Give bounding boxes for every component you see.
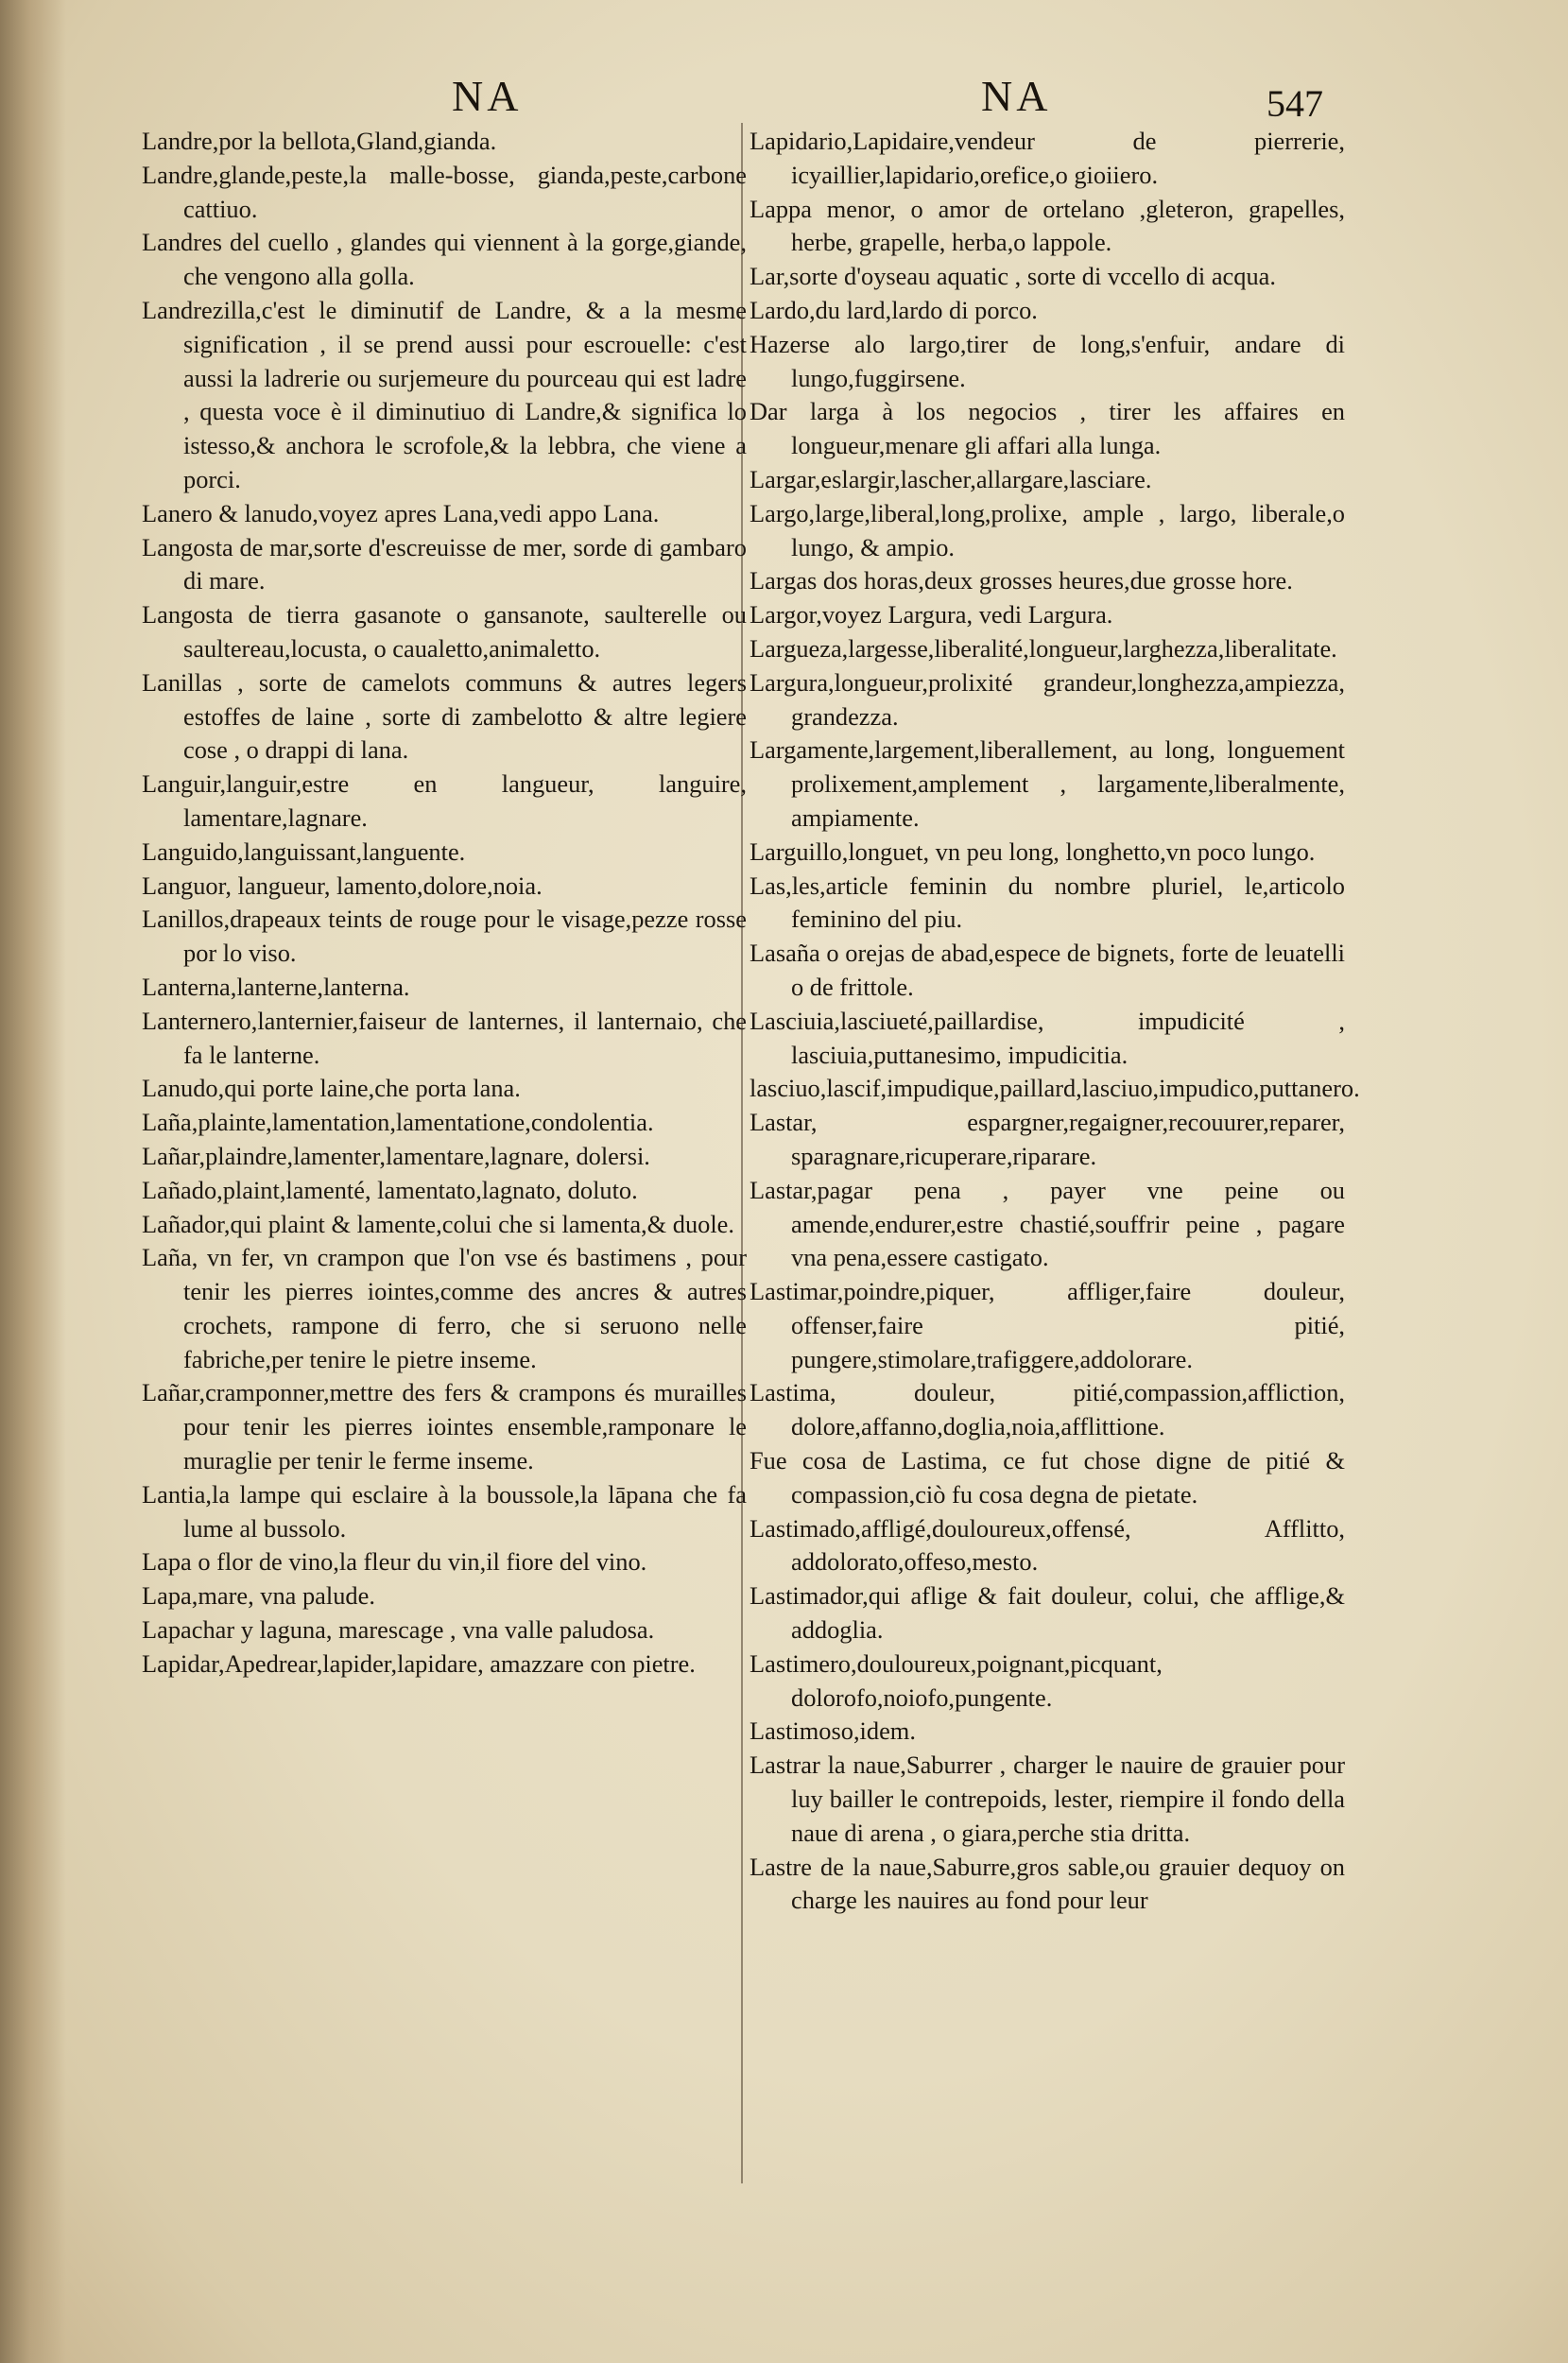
- dictionary-entry: Lastar,pagar pena , payer vne peine ou amende,endurer,estre chastié,souffrir peine , pagare vna pena,essere castigato.: [750, 1175, 1345, 1272]
- dictionary-entry: Laña,plainte,lamentation,lamentatione,condolentia.: [142, 1108, 654, 1137]
- dictionary-entry: Languir,languir,estre en langueur, languire, lamentare,lagnare.: [142, 769, 747, 832]
- dictionary-entry: Lapachar y laguna, marescage , vna valle paludosa.: [142, 1615, 655, 1645]
- dictionary-entry: Lanero & lanudo,voyez apres Lana,vedi appo Lana.: [142, 498, 660, 527]
- dictionary-entry: Larguillo,longuet, vn peu long, longhetto,vn poco lungo.: [750, 837, 1316, 866]
- running-header-left: NA: [452, 72, 523, 120]
- dictionary-entry: Landres del cuello , glandes qui viennent à la gorge,giande, che vengono alla golla.: [142, 228, 747, 291]
- dictionary-entry: Largar,eslargir,lascher,allargare,lasciare.: [750, 464, 1152, 493]
- dictionary-entry: Lasciuia,lasciueté,paillardise, impudicité , lasciuia,puttanesimo, impudicitia.: [750, 1006, 1345, 1069]
- dictionary-entry: Lañar,cramponner,mettre des fers & crampons és murailles pour tenir les pierres iointes ensemble,ramponare le muraglie per tenir le ferme inseme.: [142, 1378, 747, 1475]
- dictionary-entry: Fue cosa de Lastima, ce fut chose digne de pitié & compassion,ciò fu cosa degna de pietate.: [750, 1446, 1345, 1509]
- dictionary-entry: Lastimoso,idem.: [750, 1716, 916, 1746]
- dictionary-entry: Lastre de la naue,Saburre,gros sable,ou grauier dequoy on charge les nauires au fond pour leur: [750, 1852, 1345, 1915]
- dictionary-entry: Lapidar,Apedrear,lapider,lapidare, amazzare con pietre.: [142, 1648, 696, 1678]
- dictionary-entry: Landrezilla,c'est le diminutif de Landre, & a la mesme signification , il se prend aussi pour escrouelle: c'est aussi la ladrerie ou surjemeure du pourceau qui est ladre , questa voce è il diminutiuo di Landre,& significa lo istesso,& anchora le scrofole,& la lebbra, che viene a porci.: [142, 295, 747, 493]
- dictionary-entry: Lappa menor, o amor de ortelano ,gleteron, grapelles, herbe, grapelle, herba,o lappole.: [750, 194, 1345, 257]
- page-gutter-shadow: [0, 0, 66, 2363]
- dictionary-entry: Lapa,mare, vna palude.: [142, 1581, 375, 1611]
- dictionary-entry: lasciuo,lascif,impudique,paillard,lasciuo,impudico,puttanero.: [750, 1074, 1360, 1103]
- dictionary-entry: Lastrar la naue,Saburrer , charger le nauire de grauier pour luy bailler le contrepoids, lester, riempire il fondo della naue di arena , o giara,perche stia dritta.: [750, 1751, 1345, 1847]
- dictionary-entry: Lanudo,qui porte laine,che porta lana.: [142, 1074, 521, 1103]
- running-header-right: NA: [981, 72, 1052, 120]
- dictionary-entry: Lastimero,douloureux,poignant,picquant, dolorofo,noiofo,pungente.: [750, 1648, 1163, 1712]
- dictionary-entry: Lastima, douleur, pitié,compassion,affliction, dolore,affanno,doglia,noia,afflittione.: [750, 1378, 1345, 1441]
- dictionary-entry: Laña, vn fer, vn crampon que l'on vse és bastimens , pour tenir les pierres iointes,comme des ancres & autres crochets, rampone di ferro, che si seruono nelle fabriche,per tenire le pietre inseme.: [142, 1243, 747, 1373]
- dictionary-entry: Largueza,largesse,liberalité,longueur,larghezza,liberalitate.: [750, 633, 1337, 663]
- dictionary-entry: Las,les,article feminin du nombre pluriel, le,articolo feminino del piu.: [750, 871, 1345, 934]
- dictionary-entry: Lar,sorte d'oyseau aquatic , sorte di vccello di acqua.: [750, 262, 1276, 291]
- dictionary-entry: Largo,large,liberal,long,prolixe, ample , largo, liberale,o lungo, & ampio.: [750, 498, 1345, 561]
- dictionary-entry: Landre,por la bellota,Gland,gianda.: [142, 127, 497, 155]
- right-column: [750, 125, 1360, 1918]
- dictionary-entry: Lantia,la lampe qui esclaire à la boussole,la lāpana che fa lume al bussolo.: [142, 1479, 747, 1543]
- dictionary-entry: Largor,voyez Largura, vedi Largura.: [750, 600, 1113, 630]
- dictionary-entry: Lardo,du lard,lardo di porco.: [750, 295, 1038, 324]
- dictionary-entry: Largura,longueur,prolixité grandeur,longhezza,ampiezza, grandezza.: [750, 667, 1345, 731]
- dictionary-entry: Dar larga à los negocios , tirer les affaires en longueur,menare gli affari alla lunga.: [750, 397, 1345, 460]
- dictionary-entry: Lastimado,affligé,douloureux,offensé, Afflitto, addolorato,offeso,mesto.: [750, 1513, 1345, 1577]
- dictionary-entry: Lastar, espargner,regaigner,recouurer,reparer, sparagnare,ricuperare,riparare.: [750, 1108, 1345, 1170]
- dictionary-entry: Lastimador,qui aflige & fait douleur, colui, che afflige,& addoglia.: [750, 1581, 1345, 1645]
- dictionary-entry: Languido,languissant,languente.: [142, 837, 466, 866]
- dictionary-entry: Lanternero,lanternier,faiseur de lanternes, il lanternaio, che fa le lanterne.: [142, 1006, 747, 1069]
- dictionary-entry: Largas dos horas,deux grosses heures,due grosse hore.: [750, 566, 1293, 595]
- dictionary-entry: Hazerse alo largo,tirer de long,s'enfuir, andare di lungo,fuggirsene.: [750, 329, 1345, 392]
- dictionary-entry: Lañador,qui plaint & lamente,colui che si lamenta,& duole.: [142, 1209, 734, 1238]
- dictionary-entry: Langosta de tierra gasanote o gansanote, saulterelle ou saultereau,locusta, o caualetto,animaletto.: [142, 600, 747, 663]
- dictionary-entry: Lapa o flor de vino,la fleur du vin,il fiore del vino.: [142, 1547, 647, 1577]
- dictionary-entry: Langosta de mar,sorte d'escreuisse de mer, sorde di gambaro di mare.: [142, 532, 747, 595]
- dictionary-entry: Lasaña o orejas de abad,espece de bignets, forte de leuatelli o de frittole.: [750, 939, 1345, 1001]
- dictionary-entry: Lañado,plaint,lamenté, lamentato,lagnato, doluto.: [142, 1175, 638, 1204]
- dictionary-entry: Lastimar,poindre,piquer, affliger,faire douleur, offenser,faire pitié, pungere,stimolare,trafiggere,addolorare.: [750, 1277, 1345, 1373]
- dictionary-entry: Lanillos,drapeaux teints de rouge pour le visage,pezze rosse por lo viso.: [142, 905, 747, 968]
- dictionary-entry: Lapidario,Lapidaire,vendeur de pierrerie, icyaillier,lapidario,orefice,o gioiiero.: [750, 127, 1345, 189]
- left-column: [142, 125, 747, 1682]
- page-number: 547: [1266, 82, 1323, 125]
- dictionary-entry: Lanillas , sorte de camelots communs & autres legers estoffes de laine , sorte di zambelotto & altre legiere cose , o drappi di lana.: [142, 667, 747, 765]
- dictionary-entry: Lanterna,lanterne,lanterna.: [142, 972, 410, 1001]
- dictionary-entry: Languor, langueur, lamento,dolore,noia.: [142, 871, 543, 900]
- dictionary-entry: Lañar,plaindre,lamenter,lamentare,lagnare, dolersi.: [142, 1141, 650, 1170]
- dictionary-entry: Largamente,largement,liberallement, au long, longuement prolixement,amplement , largamente,liberalmente, ampiamente.: [750, 735, 1345, 832]
- dictionary-entry: Landre,glande,peste,la malle-bosse, gianda,peste,carbone cattiuo.: [142, 160, 747, 223]
